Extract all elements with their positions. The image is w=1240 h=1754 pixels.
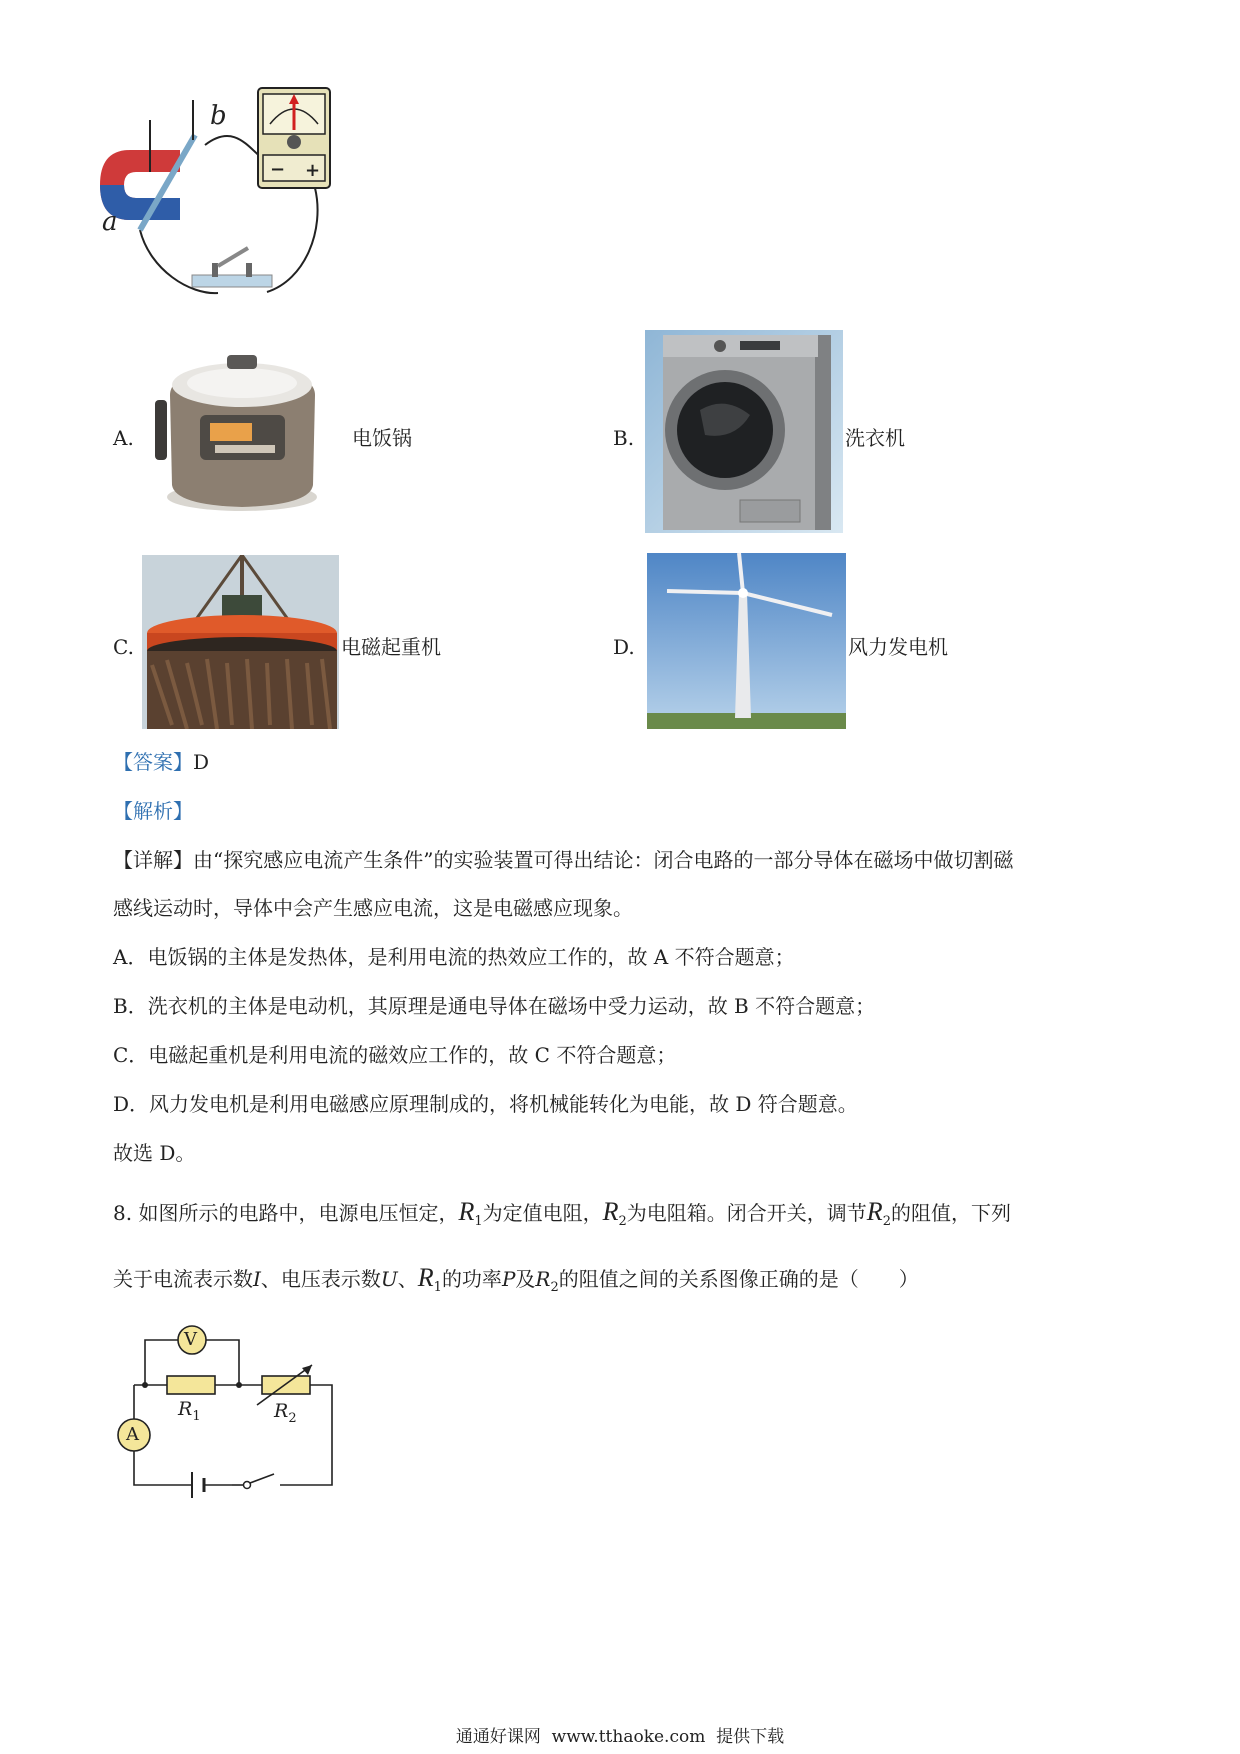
induction-experiment-figure [100, 80, 380, 330]
q8-r1c-symbol: R [417, 1263, 434, 1292]
option-a-letter: A. [113, 426, 134, 450]
r2-label [274, 1400, 297, 1430]
q8-r1-sub: 1 [474, 1214, 483, 1229]
q8-text-4: 的阻值，下列 [890, 1201, 1011, 1225]
r1-label [178, 1398, 201, 1428]
detail-option-d: D．风力发电机是利用电磁感应原理制成的，将机械能转化为电能，故 D 符合题意。 [113, 1092, 858, 1116]
q8-text-5: 关于电流表示数 [113, 1267, 253, 1291]
page-footer: 通通好课网 www.tthaoke.com 提供下载 [455, 1727, 785, 1747]
option-d-name: 风力发电机 [848, 635, 948, 659]
q8-r2b-symbol: R [866, 1197, 883, 1226]
q8-line-2 [113, 1264, 919, 1302]
rice-cooker-image [155, 345, 330, 520]
q8-text-9: 及 [515, 1267, 536, 1291]
detail-tag: 【详解】 [113, 848, 193, 872]
option-c-letter: C. [113, 635, 134, 659]
detail-choice: 故选 D。 [113, 1141, 196, 1165]
q8-text-2: 为定值电阻， [482, 1201, 603, 1225]
q8-r2c-sub: 2 [550, 1280, 559, 1295]
q8-text-8: 的功率 [441, 1267, 502, 1291]
detail-option-b: B．洗衣机的主体是电动机，其原理是通电导体在磁场中受力运动，故 B 不符合题意； [113, 994, 876, 1018]
r2-symbol: R [274, 1400, 289, 1422]
detail-option-a: A．电饭锅的主体是发热体，是利用电流的热效应工作的，故 A 不符合题意； [113, 945, 795, 969]
r1-symbol: R [178, 1398, 193, 1420]
q8-r2-sub: 2 [618, 1214, 627, 1229]
svg-text:−: − [270, 159, 286, 180]
washing-machine-image [645, 330, 843, 533]
q8-text-1: 8. 如图所示的电路中，电源电压恒定， [113, 1201, 459, 1225]
q8-line-1 [113, 1198, 1011, 1236]
detail-line-2: 感线运动时，导体中会产生感应电流，这是电磁感应现象。 [113, 896, 633, 920]
ammeter-label: A [126, 1424, 139, 1445]
answer-line [113, 748, 209, 776]
option-a-name: 电饭锅 [352, 426, 412, 450]
q8-text-10: 的阻值之间的关系图像正确的是（ ） [558, 1267, 919, 1291]
r2-subscript: 2 [288, 1411, 297, 1426]
wind-turbine-image [647, 553, 846, 729]
label-b: b [210, 101, 227, 131]
circuit-diagram [112, 1310, 340, 1510]
detail-line-1 [113, 846, 1013, 874]
option-b-name: 洗衣机 [845, 426, 905, 450]
q8-i-symbol: I [253, 1267, 261, 1291]
q8-r1c-sub: 1 [433, 1280, 442, 1295]
q8-r2c-symbol: R [535, 1267, 551, 1291]
q8-text-7: 、 [397, 1267, 418, 1291]
option-b-letter: B. [613, 426, 635, 450]
svg-text:+: + [305, 160, 321, 181]
option-d-letter: D. [613, 635, 635, 659]
answer-tag: 【答案】 [113, 750, 193, 774]
label-a: a [102, 207, 118, 237]
q8-text-6: 、电压表示数 [260, 1267, 381, 1291]
q8-text-3: 为电阻箱。闭合开关，调节 [626, 1201, 867, 1225]
q8-p-symbol: P [501, 1267, 516, 1291]
voltmeter-label: V [184, 1329, 197, 1350]
answer-value: D [193, 750, 210, 774]
analysis-tag: 【解析】 [113, 799, 193, 823]
q8-r2-symbol: R [602, 1197, 619, 1226]
detail-text-1: 由“探究感应电流产生条件”的实验装置可得出结论：闭合电路的一部分导体在磁场中做切割磁 [193, 848, 1014, 872]
detail-option-c: C．电磁起重机是利用电流的磁效应工作的，故 C 不符合题意； [113, 1043, 677, 1067]
q8-u-symbol: U [380, 1267, 398, 1291]
electromagnetic-crane-image [142, 555, 339, 729]
q8-r2b-sub: 2 [882, 1214, 891, 1229]
r1-subscript: 1 [192, 1409, 201, 1424]
option-c-name: 电磁起重机 [341, 635, 441, 659]
q8-r1-symbol: R [458, 1197, 475, 1226]
